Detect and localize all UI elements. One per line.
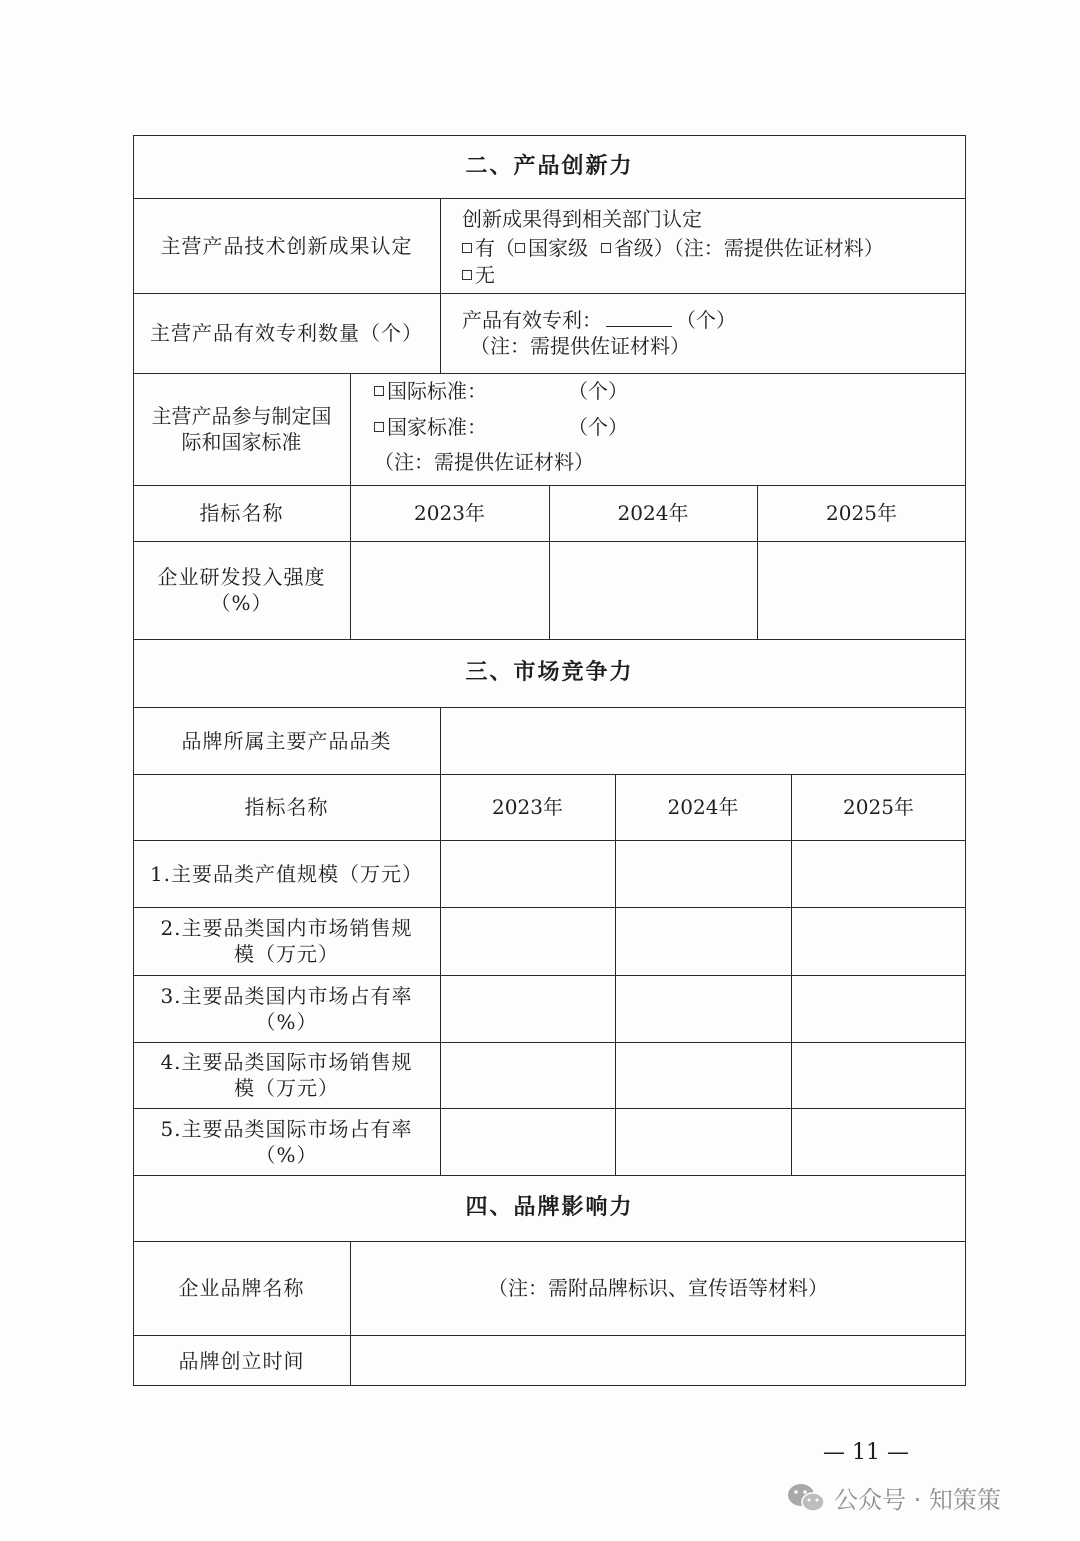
standards-note: （注：需提供佐证材料） bbox=[374, 450, 594, 474]
market-cell-input[interactable] bbox=[791, 975, 966, 1042]
rd-2024-input[interactable] bbox=[549, 541, 757, 639]
market-cell-input[interactable] bbox=[440, 1042, 615, 1108]
label-tech-recognition: 主营产品技术创新成果认定 bbox=[160, 233, 413, 258]
wechat-icon bbox=[786, 1481, 826, 1515]
checkbox-no[interactable] bbox=[462, 270, 472, 280]
label-brand-founded: 品牌创立时间 bbox=[178, 1348, 305, 1373]
recognition-statement: 创新成果得到相关部门认定 bbox=[462, 207, 702, 231]
checkbox-national[interactable] bbox=[515, 243, 525, 253]
patents-count-line: 产品有效专利： （个） bbox=[462, 308, 736, 332]
market-cell-input[interactable] bbox=[615, 1108, 791, 1175]
checkbox-natl-standard[interactable] bbox=[374, 422, 384, 432]
market-cell-input[interactable] bbox=[615, 840, 791, 907]
section-title-market: 三、市场竞争力 bbox=[465, 660, 634, 685]
tech-recognition-options bbox=[440, 198, 966, 293]
market-cell-input[interactable] bbox=[791, 1108, 966, 1175]
brand-founded-input[interactable] bbox=[350, 1335, 966, 1386]
market-row-label: 2.主要品类国内市场销售规 模（万元） bbox=[160, 916, 413, 966]
watermark bbox=[786, 1480, 1001, 1515]
recognition-yes-line: 有（ 国家级 省级）（注：需提供佐证材料） bbox=[462, 235, 884, 261]
header-year-2025: 2025年 bbox=[826, 501, 897, 525]
checkbox-provincial[interactable] bbox=[601, 243, 611, 253]
rd-2023-input[interactable] bbox=[350, 541, 549, 639]
market-header-2025: 2025年 bbox=[843, 795, 914, 819]
market-cell-input[interactable] bbox=[615, 1042, 791, 1108]
market-row-label: 5.主要品类国际市场占有率 （%） bbox=[160, 1116, 413, 1167]
intl-standard-line: 国际标准： bbox=[374, 378, 487, 404]
rd-2025-input[interactable] bbox=[757, 541, 966, 639]
market-cell-input[interactable] bbox=[440, 840, 615, 907]
header-year-2023: 2023年 bbox=[414, 501, 485, 525]
natl-standard-unit: （个） bbox=[568, 415, 628, 439]
main-category-input[interactable] bbox=[440, 707, 966, 774]
intl-standard-unit: （个） bbox=[568, 379, 628, 403]
market-cell-input[interactable] bbox=[440, 975, 615, 1042]
recognition-no-line: 无 bbox=[462, 262, 495, 288]
page-number: — 11 — bbox=[823, 1440, 909, 1465]
market-cell-input[interactable] bbox=[440, 1108, 615, 1175]
market-cell-input[interactable] bbox=[791, 907, 966, 975]
label-main-category: 品牌所属主要产品品类 bbox=[181, 728, 392, 753]
label-brand-name: 企业品牌名称 bbox=[178, 1276, 305, 1300]
label-rd-intensity: 企业研发投入强度 （%） bbox=[157, 565, 326, 615]
checkbox-intl-standard[interactable] bbox=[374, 386, 384, 396]
label-patents: 主营产品有效专利数量（个） bbox=[150, 321, 423, 345]
section-title-influence: 四、品牌影响力 bbox=[465, 1195, 634, 1220]
brand-name-input[interactable] bbox=[350, 1241, 966, 1335]
market-header-2024: 2024年 bbox=[667, 795, 739, 819]
section-title-innovation bbox=[133, 136, 966, 198]
header-indicator-name: 指标名称 bbox=[199, 501, 284, 525]
market-cell-input[interactable] bbox=[615, 975, 791, 1042]
patents-count-blank[interactable] bbox=[606, 308, 672, 327]
label-standards: 主营产品参与制定国 际和国家标准 bbox=[151, 404, 332, 454]
market-header-2023: 2023年 bbox=[492, 795, 563, 819]
market-cell-input[interactable] bbox=[440, 907, 615, 975]
patents-note: （注：需提供佐证材料） bbox=[470, 334, 690, 358]
watermark-text: 公众号 · 知策策 bbox=[834, 1486, 1001, 1514]
standards-field bbox=[350, 373, 966, 485]
market-cell-input[interactable] bbox=[615, 907, 791, 975]
market-cell-input[interactable] bbox=[791, 840, 966, 907]
section-title-text: 二、产品创新力 bbox=[465, 154, 634, 179]
header-year-2024: 2024年 bbox=[617, 501, 689, 525]
market-row-label: 1.主要品类产值规模（万元） bbox=[149, 861, 424, 886]
market-header-indicator-name: 指标名称 bbox=[244, 795, 329, 819]
natl-standard-line: 国家标准： bbox=[374, 414, 487, 440]
market-row-label: 3.主要品类国内市场占有率 （%） bbox=[160, 983, 413, 1034]
patents-field bbox=[440, 293, 966, 373]
brand-name-note: （注：需附品牌标识、宣传语等材料） bbox=[488, 1276, 828, 1300]
market-cell-input[interactable] bbox=[791, 1042, 966, 1108]
market-row-label: 4.主要品类国际市场销售规 模（万元） bbox=[160, 1050, 413, 1100]
checkbox-yes[interactable] bbox=[462, 243, 472, 253]
